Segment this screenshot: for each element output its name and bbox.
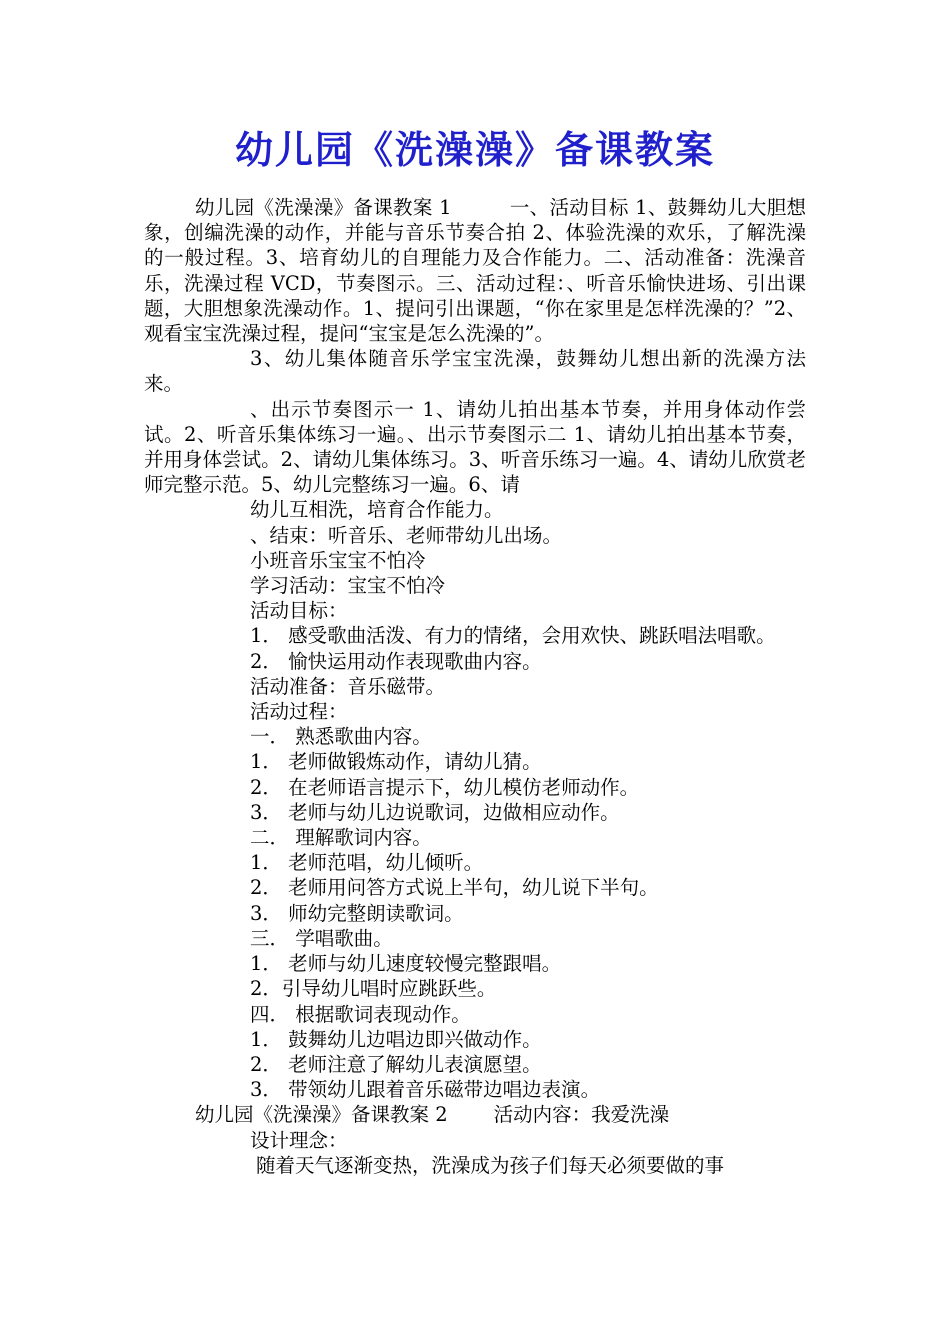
text-line: 2．引导幼儿唱时应跳跃些。 (250, 977, 497, 1001)
text-line: 三． 学唱歌曲。 (250, 926, 393, 950)
plan2-heading: 幼儿园《洗澡澡》备课教案 2 (195, 1103, 448, 1127)
text-line: 2． 在老师语言提示下，幼儿模仿老师动作。 (250, 775, 640, 799)
text-line: 学习活动：宝宝不怕冷 (250, 574, 446, 598)
text-line: 二． 理解歌词内容。 (250, 826, 432, 850)
text-line: 3． 带领幼儿跟着音乐磁带边唱边表演。 (250, 1078, 601, 1102)
document-body (144, 195, 806, 1178)
text-line: 2． 老师用问答方式说上半句，幼儿说下半句。 (250, 876, 659, 900)
paragraph-3: 、出示节奏图示一 1、请幼儿拍出基本节奏，并用身体动作尝试。2、听音乐集体练习一遍。、出示节奏图示二 1、请幼儿拍出基本节奏，并用身体尝试。2、请幼儿集体练习。3、听音乐练习一遍。4、请幼儿欣赏老师完整示范。5、幼儿完整练习一遍。6、请 (144, 397, 806, 497)
paragraph-1 (144, 195, 806, 346)
text-line: 幼儿互相洗，培育合作能力。 (250, 498, 504, 522)
text-line: 、结束：听音乐、老师带幼儿出场。 (250, 523, 563, 547)
document-title: 幼儿园《洗澡澡》备课教案 (234, 128, 715, 172)
text-line: 1． 老师做锻炼动作，请幼儿猜。 (250, 750, 542, 774)
text-line: 一． 熟悉歌曲内容。 (250, 725, 432, 749)
plan1-text: 一、活动目标 1、鼓舞幼儿大胆想象，创编洗澡的动作，并能与音乐节奏合拍 2、体验洗澡的欢乐，了解洗澡的一般过程。3、培育幼儿的自理能力及合作能力。二、活动准备：洗澡音乐，洗澡过程 VCD，节奏图示。三、活动过程：、听音乐愉快进场、引出课题，大胆想象洗澡动作。1、提问引出课题，“你在家里是怎样洗澡的？”2、观看宝宝洗澡过程，提问“宝宝是怎么洗澡的”。 (144, 196, 806, 346)
text-line: 小班音乐宝宝不怕冷 (250, 548, 426, 572)
design-label: 设计理念： (250, 1128, 348, 1152)
paragraph-2: 3、幼儿集体随音乐学宝宝洗澡，鼓舞幼儿想出新的洗澡方法来。 (144, 347, 806, 396)
text-line: 3． 师幼完整朗读歌词。 (250, 901, 464, 925)
line-group-1 (144, 497, 806, 623)
text-line: 2． 愉快运用动作表现歌曲内容。 (250, 649, 542, 673)
text-line: 3． 老师与幼儿边说歌词，边做相应动作。 (250, 800, 620, 824)
plan2-heading-line (144, 1102, 806, 1127)
text-line: 1． 鼓舞幼儿边唱边即兴做动作。 (250, 1027, 542, 1051)
text-line: 活动准备：音乐磁带。 (250, 674, 446, 698)
text-line: 1． 老师与幼儿速度较慢完整跟唱。 (250, 952, 562, 976)
text-line: 四． 根据歌词表现动作。 (250, 1002, 471, 1026)
text-line: 活动过程： (250, 700, 348, 724)
plan1-heading: 幼儿园《洗澡澡》备课教案 1 (195, 196, 452, 219)
text-line: 2． 老师注意了解幼儿表演愿望。 (250, 1052, 542, 1076)
text-line: 活动目标： (250, 599, 348, 623)
design-text: 随着天气逐渐变热，洗澡成为孩子们每天必须要做的事 (256, 1153, 725, 1177)
text-line: 1． 老师范唱，幼儿倾听。 (250, 851, 484, 875)
line-group-2 (144, 649, 806, 1103)
plan2-content: 活动内容：我爱洗澡 (493, 1103, 670, 1127)
goal-1: 1． 感受歌曲活泼、有力的情绪，会用欢快、跳跃唱法唱歌。 (250, 624, 776, 648)
